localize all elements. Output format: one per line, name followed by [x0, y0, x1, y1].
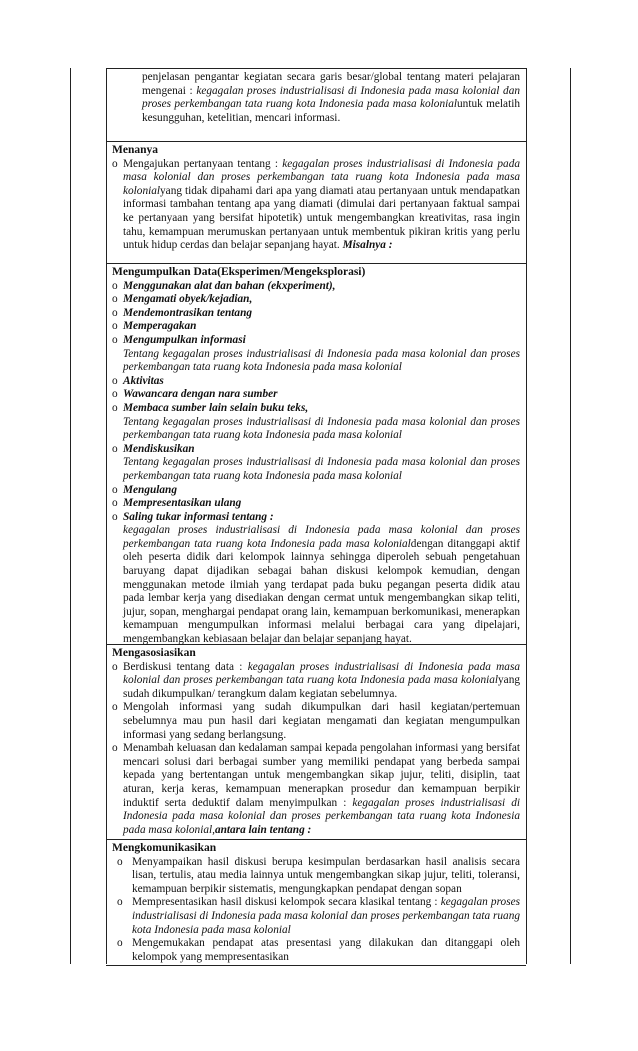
mengasosiasikan-item-3-pre: Menambah keluasan dan kedalaman sampai kepada pengolahan informasi yang bersifat mencari solusi dari berbagai sumber yang memiliki pendapat yang berbeda sampai kepada yang bertentangan untuk mengembangkan sikap jujur, teliti, disiplin, taat aturan, kerja keras, kemampuan menerapkan prosedur dan kemampuan berpikir induktif serta deduktif dalam menyimpulkan :: [123, 742, 520, 809]
mengumpulkan-item-12-text: [112, 524, 520, 646]
mengumpulkan-item-6: o Aktivitas: [112, 375, 520, 389]
mengumpulkan-item-3: o Mendemontrasikan tentang: [112, 307, 520, 321]
mengumpulkan-item-7: o Wawancara dengan nara sumber: [112, 388, 520, 402]
lesson-table: [70, 68, 569, 964]
mengumpulkan-item-9-text: Tentang kegagalan proses industrialisasi di Indonesia pada masa kolonial dan proses perkembangan tata ruang kota Indonesia pada masa kolonial: [123, 456, 520, 482]
table-right-column: [526, 68, 571, 964]
mengumpulkan-item-1: o Menggunakan alat dan bahan (ekxperiment),: [112, 280, 520, 294]
table-main-column: [106, 68, 526, 966]
menanya-topic: kegagalan proses industrialisasi di Indonesia pada masa kolonial dan proses perkembangan tata ruang kota Indonesia pada masa kolonial: [123, 157, 520, 197]
mengasosiasikan-item-2: o Mengolah informasi yang sudah dikumpulkan dari hasil kegiatan/pertemuan sebelumnya mau pun hasil dari kegiatan mengamati dan kegiatan mengumpulkan informasi yang sedang berlangsung.: [112, 701, 520, 742]
mengasosiasikan-item-3: [112, 742, 520, 837]
mengkomunikasikan-item-1: o Menyampaikan hasil diskusi berupa kesimpulan berdasarkan hasil analisis secara lisan, tertulis, atau media lainnya untuk mengembangkan sikap jujur, teliti, toleransi, kemampuan berpikir sistematis, mengungkapkan pendapat dengan sopan: [112, 856, 520, 897]
menanya-misalnya: Misalnya :: [342, 239, 393, 252]
mengasosiasikan-item-1-topic: kegagalan proses industrialisasi di Indonesia pada masa kolonial dan proses perkembangan tata ruang kota Indonesia pada masa kolonial: [123, 660, 520, 687]
section-mengasosiasikan: [106, 645, 526, 840]
mengasosiasikan-item-1-pre: Berdiskusi tentang data :: [123, 660, 248, 673]
mengumpulkan-item-5: o Mengumpulkan informasi: [112, 334, 520, 348]
mengasosiasikan-item-3-topic: kegagalan proses industrialisasi di Indonesia pada masa kolonial dan proses perkembangan tata ruang kota Indonesia pada masa kolonial,: [123, 796, 520, 836]
menanya-item: [112, 158, 520, 253]
mengumpulkan-item-10: o Mengulang: [112, 484, 520, 498]
mengkomunikasikan-item-2: [112, 896, 520, 937]
mengasosiasikan-item-1-post: yang sudah dikumpulkan/ terangkum dalam kegiatan sebelumnya.: [123, 674, 520, 700]
table-left-column: [70, 68, 107, 964]
menanya-item-pre: Mengajukan pertanyaan tentang :: [123, 157, 283, 170]
mengumpulkan-item-8: o Membaca sumber lain selain buku teks,: [112, 402, 520, 416]
section-mengumpulkan: [106, 264, 526, 645]
mengkomunikasikan-item-2-pre: Mempresentasikan hasil diskusi kelompok secara klasikal tentang :: [132, 896, 441, 909]
section-mengkomunikasikan: [106, 840, 526, 963]
section-menanya: [106, 142, 526, 264]
menanya-heading: Menanya: [112, 144, 158, 156]
mengkomunikasikan-item-3: o Mengemukakan pendapat atas presentasi yang dilakukan dan ditanggapi oleh kelompok yang mempresentasikan: [112, 937, 520, 964]
intro-line-end: untuk melatih kesungguhan, ketelitian, mencari informasi.: [142, 98, 520, 124]
mengumpulkan-item-9: o Mendiskusikan: [112, 443, 520, 457]
mengumpulkan-item-4: o Memperagakan: [112, 320, 520, 334]
intro-text: [142, 71, 520, 125]
mengasosiasikan-heading: Mengasosiasikan: [112, 647, 196, 659]
intro-line: penjelasan pengantar kegiatan secara garis besar/global tentang materi pelajaran mengenai :: [142, 71, 520, 97]
mengumpulkan-item-8-text: Tentang kegagalan proses industrialisasi di Indonesia pada masa kolonial dan proses perkembangan tata ruang kota Indonesia pada masa kolonial: [123, 415, 520, 442]
intro-topic: kegagalan proses industrialisasi di Indonesia pada masa kolonial dan proses perkembangan tata ruang kota Indonesia pada masa kolonial: [142, 84, 521, 111]
mengumpulkan-heading: Mengumpulkan Data(Eksperimen/Mengeksplorasi): [112, 266, 366, 278]
mengumpulkan-item-12-topic: kegagalan proses industrialisasi di Indonesia pada masa kolonial dan proses perkembangan tata ruang kota Indonesia pada masa kolonial: [123, 524, 520, 550]
mengkomunikasikan-heading: Mengkomunikasikan: [112, 842, 217, 854]
mengumpulkan-item-5-text: Tentang kegagalan proses industrialisasi di Indonesia pada masa kolonial dan proses perkembangan tata ruang kota Indonesia pada masa kolonial: [123, 347, 520, 374]
mengumpulkan-item-12: o Saling tukar informasi tentang :: [112, 511, 520, 525]
mengasosiasikan-item-1: [112, 661, 520, 702]
mengasosiasikan-item-3-post: antara lain tentang :: [214, 823, 312, 836]
mengumpulkan-item-11: o Mempresentasikan ulang: [112, 497, 520, 511]
mengumpulkan-item-12-body: dengan ditanggapi aktif oleh peserta didik dari kelompok lainnya sehingga diperoleh sebuah pengetahuan baruyang dapat dijadikan sebagai bahan diskusi kelompok kemudian, dengan menggunakan metode ilmiah yang terdapat pada buku pegangan peserta didik atau pada lembar kerja yang disediakan dengan cermat untuk mengembangkan sikap teliti, jujur, sopan, menghargai pendapat orang lain, kemampuan berkomunikasi, menerapkan kemampuan mengumpulkan informasi melalui berbagai cara yang dipelajari, mengembangkan kebiasaan belajar dan belajar sepanjang hayat.: [123, 537, 520, 646]
mengumpulkan-item-2: o Mengamati obyek/kejadian,: [112, 293, 520, 307]
mengkomunikasikan-item-2-topic: kegagalan proses industrialisasi di Indonesia pada masa kolonial dan proses perkembangan tata ruang kota Indonesia pada masa kolonial: [132, 896, 520, 936]
section-intro: [106, 69, 526, 142]
menanya-item-post: yang tidak dipahami dari apa yang diamati atau pertanyaan untuk mendapatkan informasi tambahan tentang apa yang diamati (dimulai dari pertanyaan faktual sampai ke pertanyaan yang bersifat hipotetik) untuk mengembangkan kreativitas, rasa ingin tahu, kemampuan merumuskan pertanyaan untuk membentuk pikiran kritis yang perlu untuk hidup cerdas dan belajar sepanjang hayat.: [123, 184, 520, 252]
